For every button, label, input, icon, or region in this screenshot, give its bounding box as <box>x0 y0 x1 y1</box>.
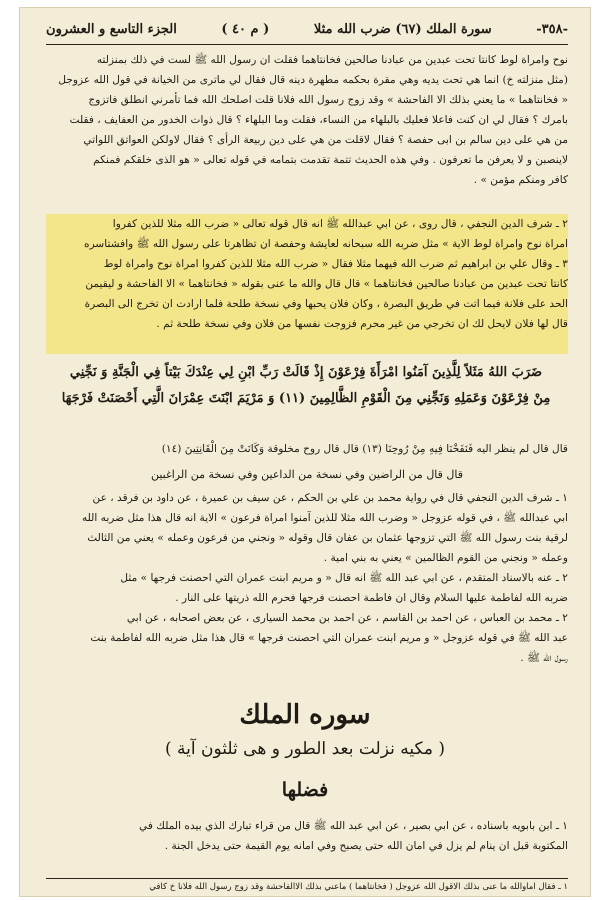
text-line: من هي على دين سالم بن ابى حفصة ؟ فقال لاقلت من هي على دين ربيعة الرأى ؟ فقال لاولكن العواتق اللواتي <box>83 134 568 146</box>
text-line: ٢ ـ شرف الدين النجفي ، قال روى ، عن ابي عبدالله ﷺ انه قال قوله تعالى « ضرب الله مثلا للذين كفروا <box>112 218 568 230</box>
verse-line: مِنْ فِرْعَوْنَ وَعَمَلِهِ وَنَجِّنِي مِنَ الْقَوْمِ الظَّالِمِينَ (١١) وَ مَرْيَمَ ابْنَتَ عِمْرَانَ الَّتِي أَحْصَنَتْ فَرْجَهَا <box>61 391 551 406</box>
page-header <box>46 18 568 40</box>
text-line: عبد الله ﷺ في قوله عزوجل « و مريم ابنت عمران التي احصنت فرجها » قال هذا مثل ضربه الله لفاطمة بنت <box>90 632 568 644</box>
book-page <box>20 8 590 896</box>
text-line: ١ ـ شرف الدين النجفي قال في رواية محمد بن علي بن الحكم ، عن سيف بن عميرة ، عن داود بن فرقد ، عن <box>92 492 568 504</box>
text-line: لاينصبن و لا يعرفن ما تعرفون . وفي هذه الحديث تتمة تقدمت بتمامه في قوله تعالى « هو الذى خلقكم فمنكم <box>93 154 568 166</box>
text-line: « فخانتاهما » ما يعني بذلك الا الفاحشة » وقد زوج رسول الله فلانا قلت اصلحك الله فما تأمرني انطلق فاتزوج <box>88 94 568 106</box>
text-line: الحد على فلانة فيما اتت في طريق البصرة ، وكان فلان يحبها وفي نسخة طلحة فلما ارادت ان تخرج الى البصرة <box>84 298 568 310</box>
sura-subtitle: ( مكيه نزلت بعد الطور و هى ثلثون آية ) <box>165 739 445 759</box>
text-line: وعمله « ونجني من القوم الظالمين » يعني به بني امية . <box>323 552 568 564</box>
commentary-block-1 <box>46 50 568 208</box>
footnote-divider <box>46 878 568 879</box>
text-line: (مثل منزلته خ) انما هي تحت يديه وهي مقرة بحكمه مطهرة دينه قال فقال لي ماترى من الخيانة في قول الله عزوجل <box>58 74 568 86</box>
highlighted-passage <box>46 214 568 354</box>
text-line: قال لها فلان لايحل لك ان تخرجي من غير محرم فزوجت نفسها من فلان وفي نسخة طلحة ثم . <box>156 318 568 330</box>
text-line: امراة نوح وامراة لوط الاية » مثل ضربه الله سبحانه لعايشة وحفصة ان تظاهرتا على رسول الله ﷺ وافشتاسره <box>84 238 568 250</box>
footnote: ١ ـ فقال اماوالله ما عنى بذلك الاقول الله عزوجل ( فخانتاهما ) ماعني بذلك الاالفاحشة وقد زوج رسول الله فلانا خ كافي <box>149 882 568 892</box>
header-divider <box>46 44 568 45</box>
verse-commentary: قال قال لم ينظر اليه فَنَفَخْنَا فِيهِ مِنْ رُوحِنَا (١٣) قال قال روح مخلوقة وَكَانَتْ مِنَ الْقَانِتِينَ (١٤) <box>161 443 568 455</box>
text-line: ٢ ـ عنه بالاسناد المتقدم ، عن ابي عبد الله ﷺ انه قال « و مريم ابنت عمران التي احصنت فرجها » مثل <box>120 572 568 584</box>
variant-readings: قال قال من الراضين وفي نسخة من الداعين وفي نسخة من الراغبين <box>150 468 464 481</box>
part-label: الجزء التاسع و العشرون <box>46 21 177 37</box>
text-line: كانتا تحت عبدين من عبادنا صالحين فخانتاهما » قال قال والله ما عنى بقوله « فخانتاهما » الا الفاحشة و ليقيمن <box>85 278 568 290</box>
running-title: سورة الملك (٦٧) ضرب الله مثلا <box>313 21 492 37</box>
hadith-block <box>46 488 568 688</box>
text-line: ضربه الله لفاطمة عليها السلام وقال ان فاطمة احصنت فرجها فحرم الله ذريتها على النار . <box>175 592 568 604</box>
text-line: ابي عبدالله ﷺ ، في قوله عزوجل « وضرب الله مثلا للذين آمنوا امراة فرعون » الاية انه قال هذا مثل ضربه الله <box>81 512 568 524</box>
text-line: كافر ومنكم مؤمن » . <box>473 174 568 186</box>
text-line: المكتوبة قبل ان ينام لم يزل في امان الله حتى يصبح وفي امانه يوم القيمة حتى يدخل الجنة . <box>164 840 568 852</box>
verse-line: ضَرَبَ اللهُ مَثَلاً لِلَّذِينَ آمَنُوا امْرَأَةَ فِرْعَوْنَ إِذْ قَالَتْ رَبِّ ابْنِ لِي عِنْدَكَ بَيْتاً فِي الْجَنَّةِ وَ نَجِّنِي <box>69 365 543 380</box>
text-line: ٣ ـ وقال علي بن ابراهيم ثم ضرب الله فيهما مثلا فقال « ضرب الله مثلا للذين كفروا امراة نوح وامراة لوط <box>103 258 568 270</box>
text-line: نوح وامراة لوط كانتا تحت عبدين من عبادنا صالحين فخانتاهما فقلت ان رسول الله ﷺ لست في ذلك بمنزلته <box>96 54 568 66</box>
virtues-block <box>46 816 568 874</box>
text-line: ٢ ـ محمد بن العباس ، عن احمد بن القاسم ، عن احمد بن محمد السيارى ، عن بعض اصحابه ، عن ابي <box>126 612 568 624</box>
sura-title: سوره الملك <box>239 700 371 730</box>
page-number: -٣٥٨- <box>536 21 568 37</box>
section-heading: فضلها <box>281 779 329 801</box>
text-line: رسول الله ﷺ . <box>520 652 568 664</box>
text-line: ١ ـ ابن بابويه باسناده ، عن ابي بصير ، عن ابي عبد الله ﷺ قال من قراء تبارك الذي بيده الملك في <box>139 820 568 832</box>
text-line: لرقية بنت رسول الله ﷺ التي تزوجها عثمان بن عفان قال وقوله « ونجني من فرعون وعمله » يعني من الثالث <box>87 532 568 544</box>
quran-verses <box>40 360 572 412</box>
signature-mark: ( م ٤٠ ) <box>221 21 270 37</box>
text-line: بامرك ؟ فقال لي ان كنت فاعلا فعليك بالبلهاء من النساء، فقلت وما البلهاء ؟ قال ذوات الخدور من العفايف ، فقلت <box>69 114 568 126</box>
